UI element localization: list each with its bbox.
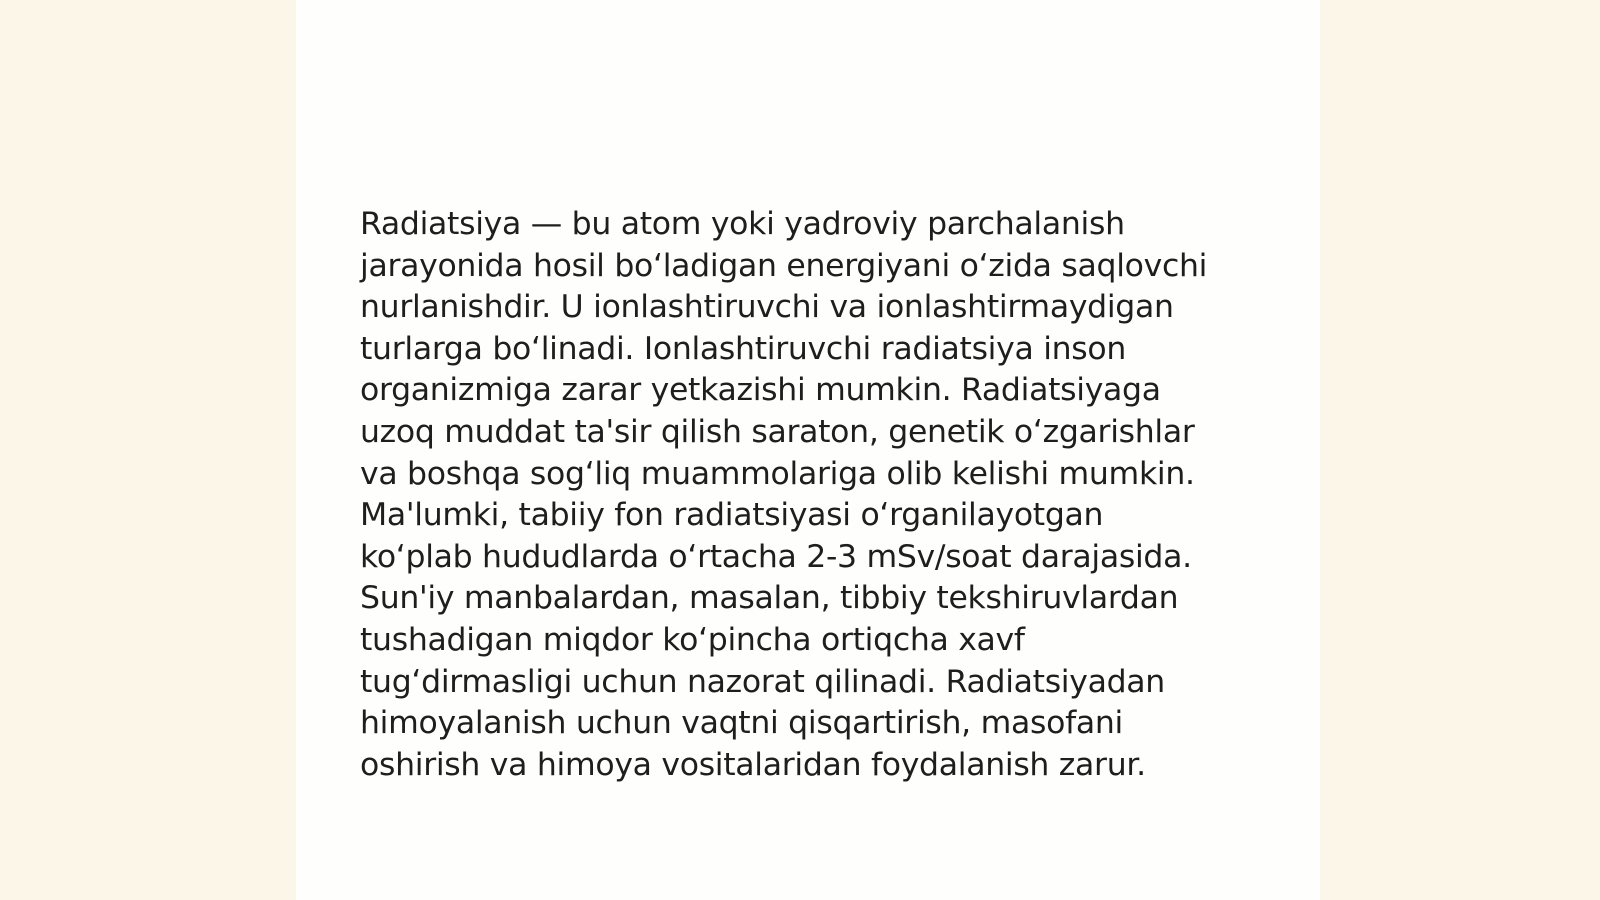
text-line: koʻplab hududlarda oʻrtacha 2-3 mSv/soat darajasida.	[360, 538, 1192, 575]
text-line: Radiatsiya — bu atom yoki yadroviy parchalanish	[360, 206, 1125, 242]
text-line: tushadigan miqdor koʻpincha ortiqcha xavf	[360, 621, 1025, 658]
text-line: Sun'iy manbalardan, masalan, tibbiy tekshiruvlardan	[360, 580, 1179, 617]
text-line: jarayonida hosil boʻladigan energiyani oʻzida saqlovchi	[360, 247, 1208, 284]
text-line: turlarga boʻlinadi. Ionlashtiruvchi radiatsiya inson	[360, 330, 1127, 367]
text-line: nurlanishdir. U ionlashtiruvchi va ionlashtirmaydigan	[360, 289, 1174, 326]
text-line: himoyalanish uchun vaqtni qisqartirish, masofani	[360, 705, 1123, 742]
text-line: tugʻdirmasligi uchun nazorat qilinadi. Radiatsiyadan	[360, 663, 1165, 700]
text-line: uzoq muddat ta'sir qilish saraton, genetik oʻzgarishlar	[360, 413, 1195, 450]
document-panel	[296, 0, 1320, 900]
text-line: va boshqa sogʻliq muammolariga olib kelishi mumkin.	[360, 455, 1195, 492]
text-line: Ma'lumki, tabiiy fon radiatsiyasi oʻrganilayotgan	[360, 497, 1104, 534]
text-line: organizmiga zarar yetkazishi mumkin. Radiatsiyaga	[360, 372, 1161, 409]
body-paragraph	[360, 204, 1260, 786]
text-line: oshirish va himoya vositalaridan foydalanish zarur.	[360, 746, 1146, 783]
